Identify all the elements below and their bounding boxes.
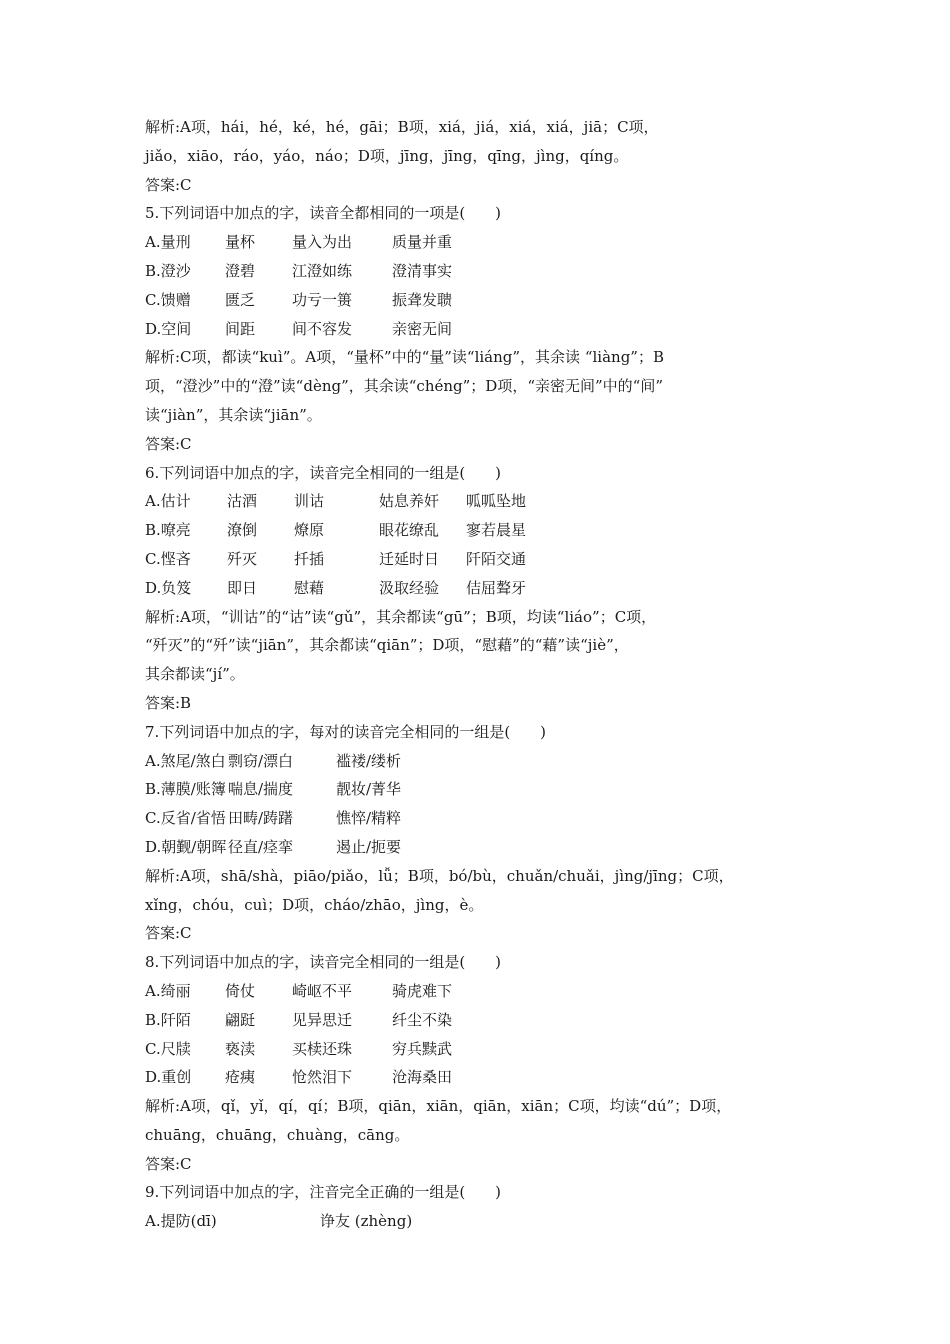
option-cell: 汲取经验 [379,578,440,597]
option-cell: 姑息养奸 [379,492,440,511]
option-cell: 燎原 [294,521,325,540]
option-cell: 沽酒 [227,492,258,511]
text-line: “歼灭”的“歼”读“jiān”，其余都读“qiān”；D项，“慰藉”的“藉”读“jiè”， [145,636,629,655]
option-cell: D.空间 [145,319,192,338]
option-cell: A.煞尾/煞白 [145,751,226,770]
option-cell: B.嘹亮 [145,521,191,540]
text-line: 8.下列词语中加点的字，读音完全相同的一组是( ) [145,953,502,972]
option-cell: 憔悴/精粹 [336,809,402,828]
option-cell: 量杯 [225,233,256,252]
option-cell: A.估计 [145,492,191,511]
option-row [145,545,810,574]
option-cell: B.澄沙 [145,261,191,280]
option-cell: B.薄膜/账簿 [145,780,226,799]
option-cell: D.朝觐/朝晖 [145,837,227,856]
text-line: 答案:B [145,693,192,712]
option-row [145,487,810,516]
option-cell: 见异思迁 [292,1010,353,1029]
option-cell: 振聋发聩 [392,290,453,309]
option-cell: 沧海桑田 [392,1068,453,1087]
option-cell: 穷兵黩武 [392,1039,453,1058]
option-row [145,286,810,315]
option-cell: 眼花缭乱 [379,521,440,540]
option-cell: A.量刑 [145,233,191,252]
option-cell: C.尺牍 [145,1039,191,1058]
option-cell: 倚仗 [225,981,256,1000]
option-cell: 训诂 [294,492,325,511]
option-row [145,315,810,344]
text-line: 答案:C [145,924,192,943]
option-cell: C.悭吝 [145,549,191,568]
option-cell: 疮痍 [225,1068,256,1087]
text-line: jiǎo，xiāo，ráo，yáo，náo；D项，jīng，jīng，qīng，jìng，qíng。 [145,146,629,165]
option-cell: 质量并重 [392,233,453,252]
option-row [145,747,810,776]
option-row [145,804,810,833]
text-line: 答案:C [145,175,192,194]
text-line: 其余都读“jí”。 [145,665,245,684]
option-cell: 间距 [225,319,256,338]
option-cell: 佶屈聱牙 [466,578,527,597]
option-cell: 径直/痉挛 [228,837,294,856]
option-row [145,1035,810,1064]
option-cell: D.负笈 [145,578,192,597]
option-cell: 诤友 (zhèng) [320,1212,413,1231]
option-cell: 澄碧 [225,261,256,280]
option-cell: 歼灭 [227,549,258,568]
option-cell: 买椟还珠 [292,1039,353,1058]
option-cell: 靓妆/菁华 [336,780,402,799]
option-cell: 潦倒 [227,521,258,540]
text-line: 解析:A项，shā/shà，piāo/piǎo，lǚ；B项，bó/bù，chuǎn/chuǎi，jìng/jīng；C项， [145,866,734,885]
option-cell: 褴褛/缕析 [336,751,402,770]
option-cell: 间不容发 [292,319,353,338]
option-row [145,1006,810,1035]
option-cell: 匮乏 [225,290,256,309]
option-cell: 江澄如练 [292,261,353,280]
option-row [145,574,810,603]
text-line: xǐng，chóu，cuì；D项，cháo/zhāo，jìng，è。 [145,895,484,914]
option-cell: 骑虎难下 [392,981,453,1000]
text-line: 5.下列词语中加点的字，读音全都相同的一项是( ) [145,204,502,223]
option-row [145,257,810,286]
option-cell: 即日 [227,578,258,597]
option-cell: 迁延时日 [379,549,440,568]
option-cell: 纤尘不染 [392,1010,453,1029]
option-cell: C.反省/省悟 [145,809,226,828]
option-cell: B.阡陌 [145,1010,191,1029]
text-line: 解析:A项，qǐ，yǐ，qí，qí；B项，qiān，xiān，qiān，xiān；C项，均读“dú”；D项， [145,1097,732,1116]
text-line: 答案:C [145,434,192,453]
option-cell: 田畴/踌躇 [228,809,294,828]
option-row [145,833,810,862]
option-cell: 翩跹 [225,1010,256,1029]
option-row [145,977,810,1006]
option-row [145,1063,810,1092]
option-cell: 喘息/揣度 [228,780,294,799]
option-cell: 寥若晨星 [466,521,527,540]
option-row [145,516,810,545]
text-line: 读“jiàn”，其余读“jiān”。 [145,405,322,424]
text-line: 7.下列词语中加点的字，每对的读音完全相同的一组是( ) [145,722,547,741]
option-cell: 功亏一篑 [292,290,353,309]
text-line: 解析:C项，都读“kuì”。A项，“量杯”中的“量”读“liáng”，其余读 “liàng”；B [145,348,664,367]
text-line: 解析:A项，“训诂”的“诂”读“gǔ”，其余都读“gū”；B项，均读“liáo”；C项， [145,607,657,626]
option-cell: D.重创 [145,1068,192,1087]
document-body [145,113,810,1236]
option-cell: 澄清事实 [392,261,453,280]
option-cell: 慰藉 [294,578,325,597]
text-line: 解析:A项，hái，hé，ké，hé，gāi；B项，xiá，jiá，xiá，xiá，jiā；C项， [145,118,659,136]
option-row [145,1207,810,1236]
option-cell: C.馈赠 [145,290,191,309]
option-cell: 呱呱坠地 [466,492,527,511]
option-cell: 怆然泪下 [292,1068,353,1087]
option-cell: A.提防(dī) [145,1212,217,1231]
text-line: chuāng，chuāng，chuàng，cāng。 [145,1125,410,1144]
option-cell: 遏止/扼要 [336,837,402,856]
text-line: 6.下列词语中加点的字，读音完全相同的一组是( ) [145,463,502,482]
option-cell: 扦插 [294,549,325,568]
option-row [145,775,810,804]
text-line: 9.下列词语中加点的字，注音完全正确的一组是( ) [145,1183,502,1202]
option-cell: 崎岖不平 [292,981,353,1000]
text-line: 项，“澄沙”中的“澄”读“dèng”，其余读“chéng”；D项，“亲密无间”中的“间” [145,377,663,396]
option-cell: 亲密无间 [392,319,453,338]
option-cell: 量入为出 [292,233,353,252]
option-row [145,228,810,257]
option-cell: 亵渎 [225,1039,256,1058]
option-cell: 剽窃/漂白 [228,751,294,770]
option-cell: 阡陌交通 [466,549,527,568]
text-line: 答案:C [145,1154,192,1173]
option-cell: A.绮丽 [145,981,191,1000]
